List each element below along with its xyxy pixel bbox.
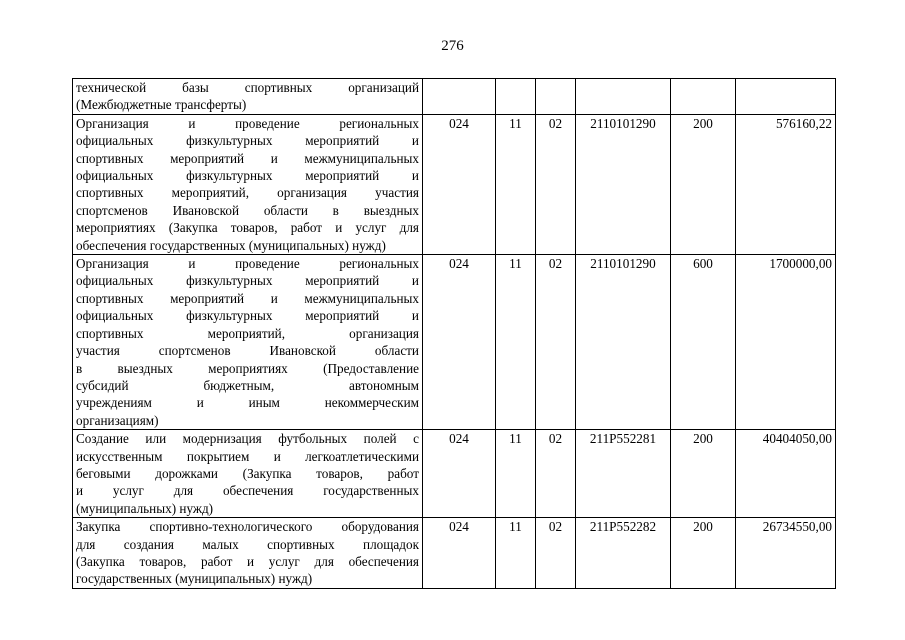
budget-table (72, 78, 836, 589)
ministry-code-cell (423, 79, 496, 115)
subsection-code-cell: 02 (536, 114, 576, 254)
page-number: 276 (441, 38, 464, 54)
expense-name-line: для создания малых спортивных площадок (76, 536, 419, 552)
section-code-cell: 11 (496, 114, 536, 254)
target-article-cell: 2110101290 (576, 255, 671, 430)
subsection-code-cell: 02 (536, 255, 576, 430)
amount-cell: 40404050,00 (736, 430, 836, 518)
expense-name-line: и услуг для обеспечения государственных (76, 483, 419, 499)
subsection-code-cell: 02 (536, 518, 576, 589)
expense-name-line: государственных (муниципальных) нужд) (76, 571, 313, 587)
expense-name-line: Организация и проведение региональных (76, 256, 419, 272)
budget-table-body (73, 79, 836, 589)
expense-name-line: спортивных мероприятий и межмуниципальных (76, 150, 419, 166)
expense-name-line: официальных физкультурных мероприятий и (76, 133, 419, 149)
expense-name-line: технической базы спортивных организаций (76, 80, 419, 95)
ministry-code-cell: 024 (423, 518, 496, 589)
expense-name-line: официальных физкультурных мероприятий и (76, 273, 419, 289)
ministry-code-cell: 024 (423, 114, 496, 254)
expense-name-line: (Межбюджетные трансферты) (76, 97, 247, 113)
table-row (73, 79, 836, 115)
amount-cell: 26734550,00 (736, 518, 836, 589)
expense-type-cell: 200 (671, 518, 736, 589)
expense-name-line: учреждениям и иным некоммерческим (76, 395, 419, 411)
expense-name-line: беговыми дорожками (Закупка товаров, работ (76, 465, 419, 481)
section-code-cell: 11 (496, 430, 536, 518)
expense-name-cell (73, 430, 423, 518)
expense-type-cell: 200 (671, 430, 736, 518)
expense-name-line: Закупка спортивно-технологического оборудования (76, 519, 419, 535)
expense-name-cell (73, 79, 423, 115)
amount-cell (736, 79, 836, 115)
ministry-code-cell: 024 (423, 255, 496, 430)
expense-name-line: спортивных мероприятий, организация (76, 325, 419, 341)
target-article-cell: 211P552281 (576, 430, 671, 518)
expense-name-line: официальных физкультурных мероприятий и (76, 308, 419, 324)
target-article-cell: 211P552282 (576, 518, 671, 589)
expense-name-cell (73, 114, 423, 254)
expense-name-line: субсидий бюджетным, автономным (76, 377, 419, 393)
expense-name-line: организациям) (76, 412, 159, 428)
section-code-cell (496, 79, 536, 115)
expense-name-line: участия спортсменов Ивановской области (76, 343, 419, 359)
expense-type-cell: 600 (671, 255, 736, 430)
table-row (73, 114, 836, 254)
ministry-code-cell: 024 (423, 430, 496, 518)
target-article-cell (576, 79, 671, 115)
expense-name-line: (Закупка товаров, работ и услуг для обеспечения (76, 553, 419, 569)
expense-type-cell (671, 79, 736, 115)
section-code-cell: 11 (496, 518, 536, 589)
table-row (73, 430, 836, 518)
expense-name-line: спортсменов Ивановской области в выездных (76, 202, 419, 218)
subsection-code-cell (536, 79, 576, 115)
expense-name-line: Создание или модернизация футбольных полей с (76, 431, 419, 447)
expense-name-line: мероприятиях (Закупка товаров, работ и услуг для (76, 220, 419, 236)
table-row (73, 255, 836, 430)
expense-name-line: спортивных мероприятий, организация участия (76, 185, 419, 201)
expense-name-line: (муниципальных) нужд) (76, 500, 214, 516)
expense-name-line: спортивных мероприятий и межмуниципальных (76, 290, 419, 306)
section-code-cell: 11 (496, 255, 536, 430)
expense-name-line: обеспечения государственных (муниципальных) нужд) (76, 237, 386, 253)
expense-name-cell (73, 255, 423, 430)
amount-cell: 1700000,00 (736, 255, 836, 430)
expense-name-line: искусственным покрытием и легкоатлетическими (76, 448, 419, 464)
target-article-cell: 2110101290 (576, 114, 671, 254)
table-row (73, 518, 836, 589)
expense-name-cell (73, 518, 423, 589)
subsection-code-cell: 02 (536, 430, 576, 518)
expense-name-line: в выездных мероприятиях (Предоставление (76, 360, 419, 376)
expense-name-line: Организация и проведение региональных (76, 115, 419, 131)
amount-cell: 576160,22 (736, 114, 836, 254)
expense-name-line: официальных физкультурных мероприятий и (76, 168, 419, 184)
expense-type-cell: 200 (671, 114, 736, 254)
